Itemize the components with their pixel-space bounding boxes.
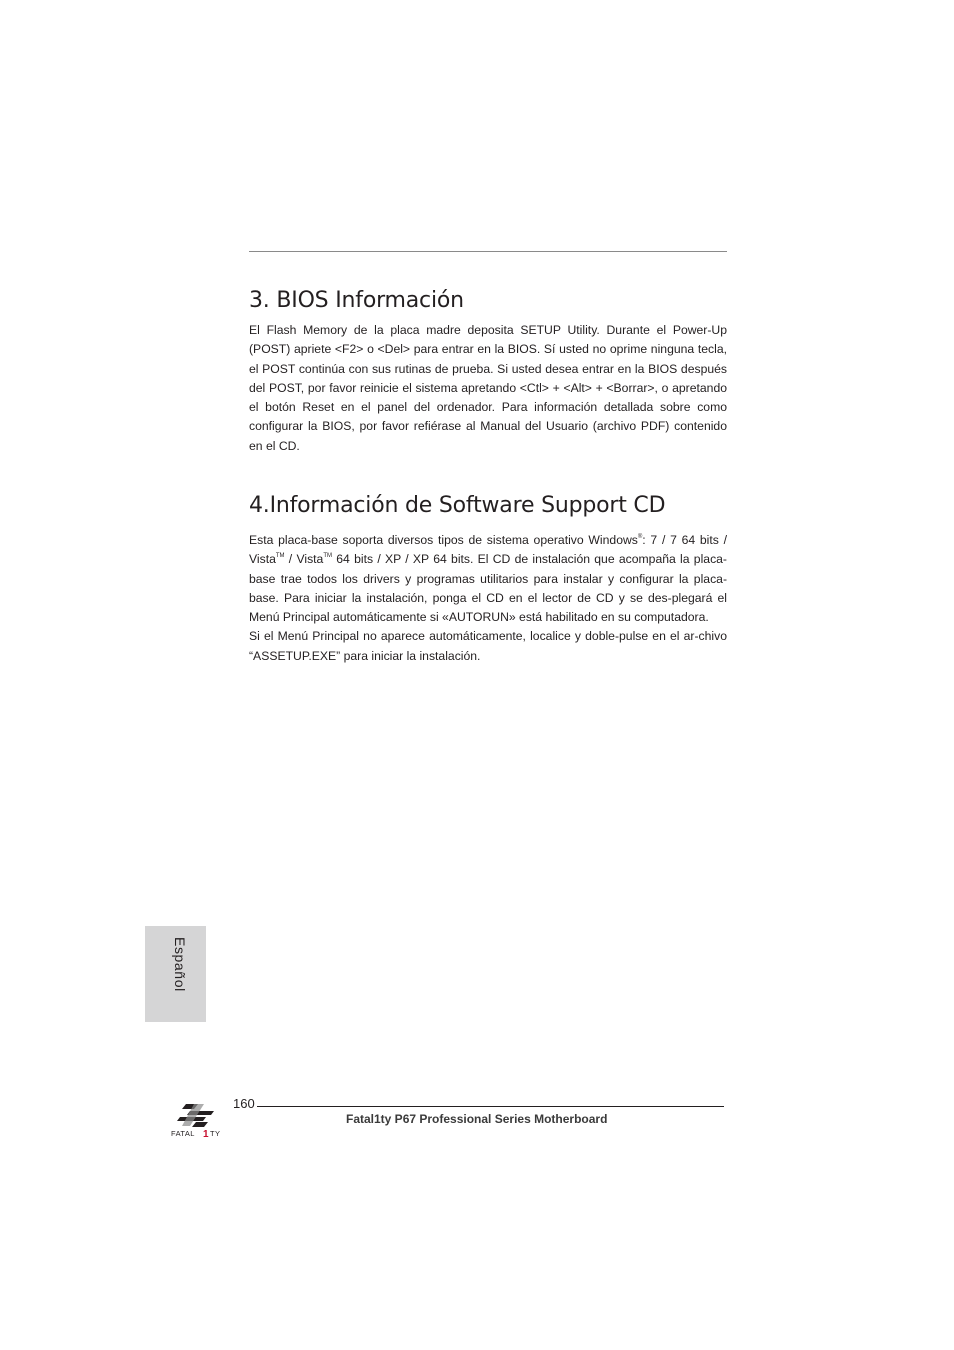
section-software-support-cd xyxy=(249,491,727,666)
section-paragraph: Esta placa-base soporta diversos tipos de sistema operativo Windows®: 7 / 7 64 bits / Vista™ / Vista™ 64 bits / XP / XP 64 bits. El CD de instalación que acompaña la placa-base trae todos los drivers y programas utilitarios para instalar y configurar la placa-base. Para iniciar la instalación, ponga el CD en el lector de CD y se des-plegará el Menú Principal automáticamente si «AUTORUN» está habilitado en su computadora. xyxy=(249,533,727,625)
svg-text:1: 1 xyxy=(203,1129,209,1140)
header-rule xyxy=(249,251,727,252)
section-body: El Flash Memory de la placa madre deposita SETUP Utility. Durante el Power-Up (POST) apriete <F2> o <Del> para entrar en la BIOS. Sí usted no oprime ninguna tecla, el POST continúa con sus rutinas de prueba. Si usted desea entrar en la BIOS después del POST, por favor reinicie el sistema apretando <Ctl> + <Alt> + <Borrar>, o apretando el botón Reset en el panel del ordenador. Para información detallada sobre como configurar la BIOS, por favor refiérase al Manual del Usuario (archivo PDF) contenido en el CD. xyxy=(249,323,727,453)
footer-title: Fatal1ty P67 Professional Series Motherboard xyxy=(346,1112,608,1126)
section-paragraph: Si el Menú Principal no aparece automáticamente, localice y doble-pulse en el ar-chivo “ASSETUP.EXE” para iniciar la instalación. xyxy=(249,629,727,663)
trademark-mark: TM xyxy=(323,553,333,560)
section-bios-info xyxy=(249,286,727,456)
section-title: 3. BIOS Información xyxy=(249,288,464,313)
trademark-mark: TM xyxy=(275,553,285,560)
svg-text:FATAL: FATAL xyxy=(171,1129,195,1138)
fatal1ty-logo-icon xyxy=(168,1102,230,1140)
svg-text:TY: TY xyxy=(210,1129,221,1138)
footer-rule xyxy=(249,1106,724,1107)
page-number: 160 xyxy=(233,1096,255,1111)
registered-mark: ® xyxy=(637,534,643,540)
language-label: Español xyxy=(172,937,188,992)
section-title: 4.Información de Software Support CD xyxy=(249,493,666,518)
